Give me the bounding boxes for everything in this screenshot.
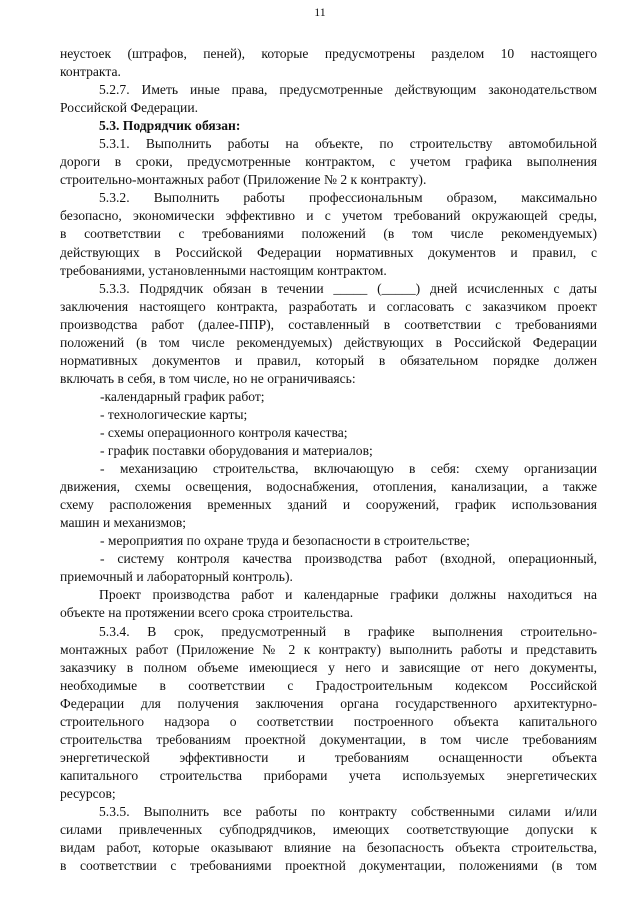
text-line: в соответствии с требованиями проектной документации, положениями (в том	[60, 858, 597, 874]
text-line: объекте на протяжении всего срока строительства.	[60, 605, 354, 621]
text-line: 5.3.4. В срок, предусмотренный в графике выполнения строительно-	[99, 623, 597, 639]
text-line: положений (в том числе рекомендуемых) действующих в Российской Федерации	[60, 334, 597, 350]
text-line: включать в себя, в том числе, но не ограничиваясь:	[60, 370, 356, 386]
text-line: Российской Федерации.	[60, 100, 198, 116]
text-line: нормативных документов и правил, который в обязательном порядке должен	[60, 352, 597, 368]
text-line: Проект производства работ и календарные графики должны находиться на	[99, 587, 597, 603]
text-line: приемочный и лабораторный контроль).	[60, 569, 293, 585]
text-line: действующих в Российской Федерации нормативных документов и правил, с	[60, 244, 597, 260]
text-line: строительства требованиям проектной документации, в том числе требованиям	[60, 731, 597, 747]
text-line: энергетической эффективности и требованиям оснащенности объекта	[60, 749, 597, 765]
text-line: строительно-монтажных работ (Приложение № 2 к контракту).	[60, 172, 427, 188]
text-line: - механизацию строительства, включающую в себя: схему организации	[100, 461, 597, 477]
text-line: силами привлеченных субподрядчиков, имеющих соответствующие допуски к	[60, 822, 597, 838]
text-line: -календарный график работ;	[100, 388, 265, 404]
text-line: неустоек (штрафов, пеней), которые предусмотрены разделом 10 настоящего	[60, 46, 597, 61]
text-line: капитального строительства приборами учета используемых энергетических	[60, 767, 597, 783]
text-line: 5.3.3. Подрядчик обязан в течении _____ (_____) дней исчисленных с даты	[99, 280, 597, 296]
page-number: 11	[314, 5, 326, 19]
text-line: требованиями, установленными настоящим контрактом.	[60, 262, 387, 278]
text-line: дороги в сроки, предусмотренные контрактом, с учетом графика выполнения	[60, 154, 597, 170]
text-line: ресурсов;	[60, 785, 116, 801]
text-line: - схемы операционного контроля качества;	[100, 424, 348, 440]
text-line: необходимые в соответствии с Градостроительным кодексом Российской	[60, 677, 597, 693]
text-line: - график поставки оборудования и материалов;	[100, 443, 373, 459]
text-line: 5.3.2. Выполнить работы профессиональным образом, максимально	[99, 190, 597, 206]
document-body	[60, 45, 597, 875]
text-line: монтажных работ (Приложение № 2 к контракту) выполнить работы и представить	[60, 641, 597, 657]
text-line: 5.3.1. Выполнить работы на объекте, по строительству автомобильной	[99, 136, 597, 152]
text-line: схему расположения временных зданий и сооружений, график использования	[60, 497, 597, 513]
section-heading: 5.3. Подрядчик обязан:	[99, 118, 241, 134]
text-line: контракта.	[60, 64, 121, 80]
text-line: - технологические карты;	[100, 406, 248, 422]
text-line: Федерации для получения заключения органа государственного архитектурно-	[60, 695, 597, 711]
text-line: движения, схемы освещения, водоснабжения, отопления, канализации, а также	[60, 479, 597, 495]
text-line: - систему контроля качества производства работ (входной, операционный,	[100, 551, 597, 567]
text-line: строительного надзора о соответствии построенного объекта капитального	[60, 713, 597, 729]
text-line: в соответствии с требованиями положений (в том числе рекомендуемых)	[60, 226, 597, 242]
text-line: безопасно, экономически эффективно и с учетом требований окружающей среды,	[60, 208, 597, 224]
text-line: производства работ (далее-ППР), составленный в соответствии с требованиями	[60, 316, 597, 332]
text-line: - мероприятия по охране труда и безопасности в строительстве;	[100, 533, 470, 549]
text-line: машин и механизмов;	[60, 515, 187, 531]
text-line: 5.2.7. Иметь иные права, предусмотренные действующим законодательством	[99, 82, 597, 98]
text-line: 5.3.5. Выполнить все работы по контракту собственными силами и/или	[99, 803, 597, 819]
text-line: видам работ, которые оказывают влияние на безопасность объекта строительства,	[60, 840, 597, 856]
text-line: заключения настоящего контракта, разработать и согласовать с заказчиком проект	[60, 298, 597, 314]
text-line: заказчику в полном объеме имеющиеся у него и зависящие от него документы,	[60, 659, 597, 675]
